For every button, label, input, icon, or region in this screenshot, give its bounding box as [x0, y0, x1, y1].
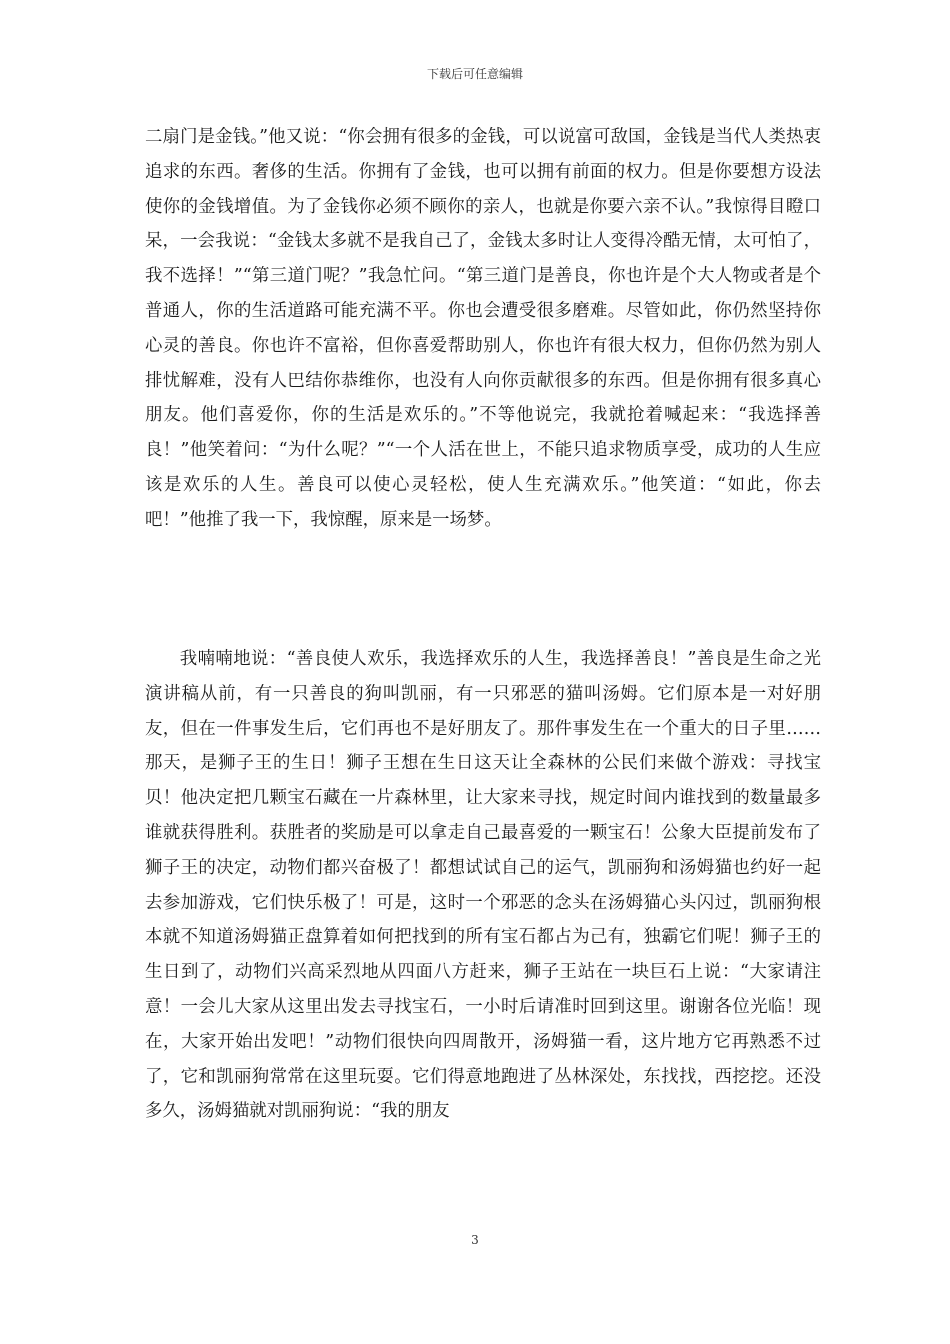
body-paragraph-2: 我喃喃地说：“善良使人欢乐，我选择欢乐的人生，我选择善良！”善良是生命之光演讲稿从前，有一只善良的狗叫凯丽，有一只邪恶的猫叫汤姆。它们原本是一对好朋友，但在一件事发生后，它们再也不是好朋友了。那件事发生在一个重大的日子里……那天，是狮子王的生日！狮子王想在生日这天让全森林的公民们来做个游戏：寻找宝贝！他决定把几颗宝石藏在一片森林里，让大家来寻找，规定时间内谁找到的数量最多谁就获得胜利。获胜者的奖励是可以拿走自己最喜爱的一颗宝石！公象大臣提前发布了狮子王的决定，动物们都兴奋极了！都想试试自己的运气，凯丽狗和汤姆猫也约好一起去参加游戏，它们快乐极了！可是，这时一个邪恶的念头在汤姆猫心头闪过，凯丽狗根本就不知道汤姆猫正盘算着如何把找到的所有宝石都占为己有，独霸它们呢！狮子王的生日到了，动物们兴高采烈地从四面八方赶来，狮子王站在一块巨石上说：“大家请注意！一会儿大家从这里出发去寻找宝石，一小时后请准时回到这里。谢谢各位光临！现在，大家开始出发吧！”动物们很快向四周散开，汤姆猫一看，这片地方它再熟悉不过了，它和凯丽狗常常在这里玩耍。它们得意地跑进了丛林深处，东找找，西挖挖。还没多久，汤姆猫就对凯丽狗说：“我的朋友: [145, 649, 821, 1122]
page-header: 下载后可任意编辑: [426, 67, 523, 81]
page-number: 3: [471, 1233, 479, 1247]
body-paragraph-1: 二扇门是金钱。”他又说：“你会拥有很多的金钱，可以说富可敌国，金钱是当代人类热衷追求的东西。奢侈的生活。你拥有了金钱，也可以拥有前面的权力。但是你要想方设法使你的金钱增值。为了金钱你必须不顾你的亲人，也就是你要六亲不认。”我惊得目瞪口呆，一会我说：“金钱太多就不是我自己了，金钱太多时让人变得冷酷无情，太可怕了，我不选择！”“第三道门呢？”我急忙问。“第三道门是善良，你也许是个大人物或者是个普通人，你的生活道路可能充满不平。你也会遭受很多磨难。尽管如此，你仍然坚持你心灵的善良。你也许不富裕，但你喜爱帮助别人，你也许有很大权力，但你仍然为别人排忧解难，没有人巴结你恭维你，也没有人向你贡献很多的东西。但是你拥有很多真心朋友。他们喜爱你，你的生活是欢乐的。”不等他说完，我就抢着喊起来：“我选择善良！”他笑着问：“为什么呢？”“一个人活在世上，不能只追求物质享受，成功的人生应该是欢乐的人生。善良可以使心灵轻松，使人生充满欢乐。”他笑道：“如此，你去吧！”他推了我一下，我惊醒，原来是一场梦。: [145, 127, 821, 530]
